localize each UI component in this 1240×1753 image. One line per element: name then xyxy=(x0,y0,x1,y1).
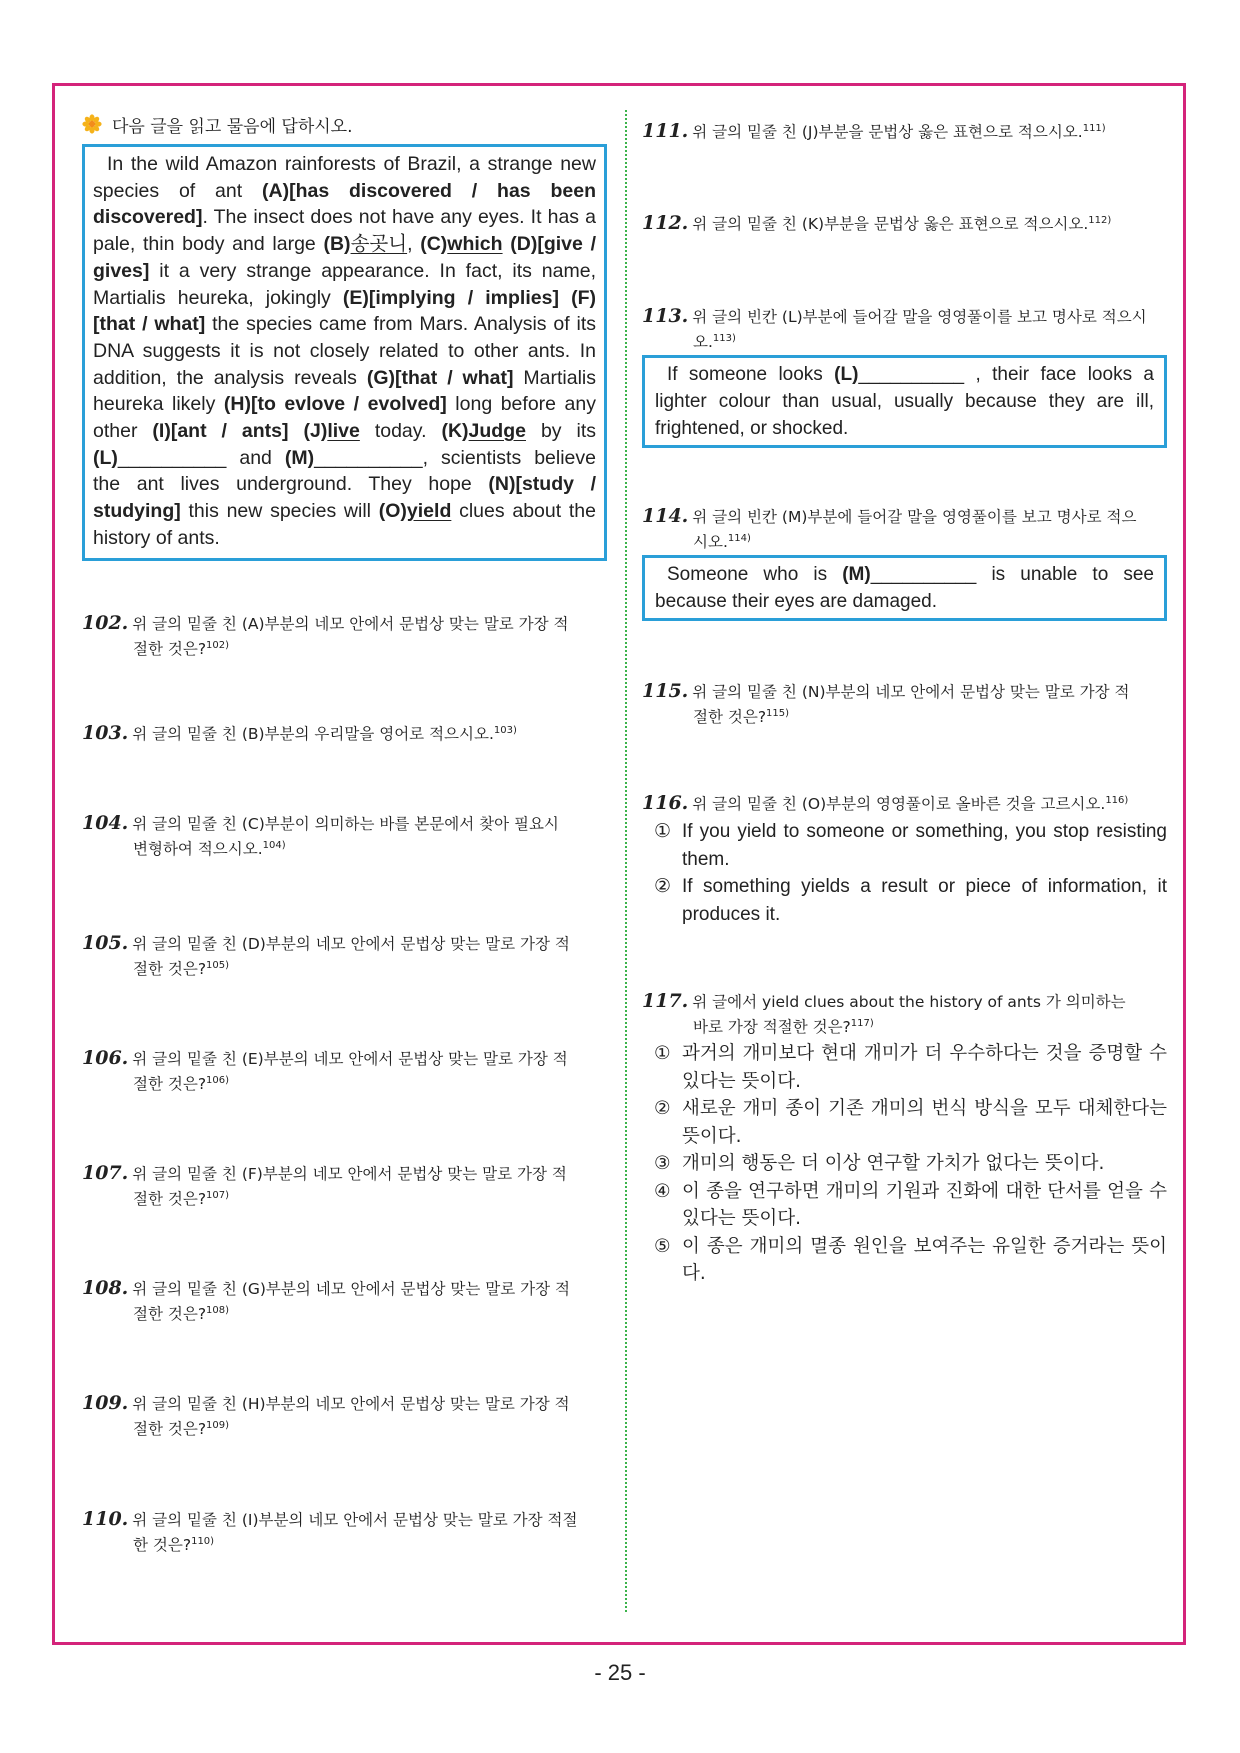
choice-e: (E)[implying / implies] xyxy=(342,286,559,309)
option-mark: ④ xyxy=(654,1180,671,1202)
question-113 xyxy=(642,305,1167,353)
question-text: 위 글의 밑줄 친 (J)부분을 문법상 옳은 표현으로 적으시오. xyxy=(692,123,1083,142)
question-number: 112. xyxy=(642,212,689,235)
question-text: 위 글의 밑줄 친 (O)부분의 영영풀이로 올바른 것을 고르시오. xyxy=(692,795,1106,814)
blank-label: (L) xyxy=(834,364,859,385)
option-text: If you yield to someone or something, you stop resisting them. xyxy=(682,821,1167,870)
question-110 xyxy=(82,1508,607,1556)
question-number: 104. xyxy=(82,812,129,834)
footnote-ref: 108) xyxy=(206,1305,230,1316)
instruction-text: 다음 글을 읽고 물음에 답하시오. xyxy=(112,116,353,137)
option-2[interactable] xyxy=(654,1095,1167,1150)
question-text: 위 글의 밑줄 친 (C)부분이 의미하는 바를 본문에서 찾아 필요시 xyxy=(132,815,559,833)
question-117 xyxy=(642,990,1167,1038)
definition-text: If someone looks xyxy=(667,364,835,385)
question-number: 115. xyxy=(642,680,689,702)
option-mark: ⑤ xyxy=(654,1235,671,1257)
option-text: 이 종을 연구하면 개미의 기원과 진화에 대한 단서를 얻을 수 있다는 뜻이다. xyxy=(682,1180,1167,1229)
question-number: 113. xyxy=(642,305,689,327)
question-text: 절한 것은? xyxy=(133,1190,207,1209)
passage-text: , xyxy=(407,233,421,256)
blank-m-label: (M) xyxy=(284,446,315,469)
choice-d: (D)[give / gives] xyxy=(93,233,596,282)
underlined-b: 송곳니 xyxy=(350,233,408,256)
blank-line: __________ xyxy=(870,564,977,585)
option-5[interactable] xyxy=(654,1233,1167,1288)
blank-l-label: (L) xyxy=(93,446,118,469)
question-number: 102. xyxy=(82,612,129,634)
question-text: 절한 것은? xyxy=(133,640,207,659)
choice-g: (G)[that / what] xyxy=(366,366,514,389)
question-112 xyxy=(642,210,1167,235)
passage-text: this new species will xyxy=(180,500,379,523)
footnote-ref: 107) xyxy=(206,1190,230,1201)
passage-text: the species came from Mars. Analysis of its DNA suggests it is not closely related to other ants. In addition, the analysis reveals xyxy=(93,313,596,389)
passage-text: In the wild Amazon rainforests of Brazil, a strange new species of ant xyxy=(93,153,596,202)
question-text: 절한 것은? xyxy=(133,1305,207,1324)
choice-n: (N)[study / studying] xyxy=(93,473,597,523)
footnote-ref: 112) xyxy=(1088,215,1112,226)
underlined-c: which xyxy=(447,233,503,256)
question-116 xyxy=(642,790,1167,815)
question-108 xyxy=(82,1277,607,1325)
question-number: 109. xyxy=(82,1392,129,1414)
passage-text: Martialis heureka likely xyxy=(93,366,596,416)
footnote-ref: 117) xyxy=(850,1018,874,1029)
option-3[interactable] xyxy=(654,1150,1167,1178)
footnote-ref: 116) xyxy=(1105,795,1129,806)
footnote-ref: 113) xyxy=(712,333,736,344)
footnote-ref: 115) xyxy=(766,708,790,719)
passage-text: long before any other xyxy=(93,393,596,443)
footnote-ref: 102) xyxy=(206,640,230,651)
question-text: 위 글의 밑줄 친 (D)부분의 네모 안에서 문법상 맞는 말로 가장 적 xyxy=(132,935,570,953)
instruction xyxy=(82,110,607,138)
question-number: 105. xyxy=(82,932,129,954)
option-2[interactable] xyxy=(654,873,1167,928)
question-text: 절한 것은? xyxy=(133,1075,207,1094)
question-text: 절한 것은? xyxy=(133,960,207,979)
reading-passage xyxy=(82,144,607,561)
passage-text: clues about the history of ants. xyxy=(93,500,597,549)
option-text: 이 종은 개미의 멸종 원인을 보여주는 유일한 증거라는 뜻이다. xyxy=(682,1235,1167,1284)
footnote-ref: 110) xyxy=(191,1536,215,1547)
footnote-ref: 103) xyxy=(493,725,517,736)
blank-line: __________ xyxy=(858,364,965,385)
underlined-k: Judge xyxy=(468,420,526,443)
option-1[interactable] xyxy=(654,818,1167,873)
question-text: 변형하여 적으시오. xyxy=(133,840,263,859)
footnote-ref: 104) xyxy=(262,840,286,851)
left-column xyxy=(82,110,607,1555)
question-text: 위 글의 밑줄 친 (A)부분의 네모 안에서 문법상 맞는 말로 가장 적 xyxy=(132,615,569,633)
definition-text: Someone who is xyxy=(667,564,843,585)
question-text: 위 글의 밑줄 친 (B)부분의 우리말을 영어로 적으시오. xyxy=(132,725,494,744)
question-text: 위 글의 밑줄 친 (F)부분의 네모 안에서 문법상 맞는 말로 가장 적 xyxy=(132,1165,567,1183)
option-mark: ② xyxy=(654,876,672,897)
option-text: 새로운 개미 종이 기존 개미의 번식 방식을 모두 대체한다는 뜻이다. xyxy=(682,1098,1167,1147)
question-103 xyxy=(82,720,607,745)
question-text: 위 글에서 yield clues about the history of ants 가 의미하는 xyxy=(692,993,1126,1011)
passage-text xyxy=(289,420,304,442)
question-number: 106. xyxy=(82,1047,129,1069)
question-text: 위 글의 밑줄 친 (K)부분을 문법상 옳은 표현으로 적으시오. xyxy=(692,215,1089,234)
definition-box-m xyxy=(642,555,1167,621)
option-mark: ③ xyxy=(654,1153,671,1174)
option-text: If something yields a result or piece of information, it produces it. xyxy=(682,876,1167,925)
footnote-ref: 111) xyxy=(1082,123,1106,134)
question-text: 위 글의 밑줄 친 (H)부분의 네모 안에서 문법상 맞는 말로 가장 적 xyxy=(132,1395,570,1413)
label-o: (O) xyxy=(378,500,407,523)
question-114 xyxy=(642,505,1167,553)
question-text: 바로 가장 적절한 것은? xyxy=(693,1018,851,1037)
question-text: 시오. xyxy=(693,533,728,552)
option-1[interactable] xyxy=(654,1040,1167,1095)
footnote-ref: 105) xyxy=(206,960,230,971)
footnote-ref: 106) xyxy=(206,1075,230,1086)
passage-text xyxy=(559,287,571,309)
question-number: 103. xyxy=(82,722,129,745)
options-116 xyxy=(654,818,1167,928)
question-115 xyxy=(642,680,1167,728)
page-number: - 25 - xyxy=(594,1660,646,1685)
label-j: (J) xyxy=(303,420,328,443)
question-number: 107. xyxy=(82,1162,129,1184)
passage-text: and xyxy=(226,446,285,469)
passage-text: today. xyxy=(359,420,442,443)
question-109 xyxy=(82,1392,607,1440)
question-text: 위 글의 빈칸 (M)부분에 들어갈 말을 영영풀이를 보고 명사로 적으 xyxy=(692,508,1137,526)
definition-text: is unable to see because their eyes are damaged. xyxy=(655,564,1154,612)
question-text: 한 것은? xyxy=(133,1536,192,1555)
question-105 xyxy=(82,932,607,980)
question-text: 위 글의 밑줄 친 (E)부분의 네모 안에서 문법상 맞는 말로 가장 적 xyxy=(132,1050,568,1068)
label-k: (K) xyxy=(441,420,469,443)
option-mark: ① xyxy=(654,1043,671,1064)
options-117 xyxy=(654,1040,1167,1288)
choice-a: (A)[has discovered / has been discovered] xyxy=(93,179,596,229)
question-text: 위 글의 밑줄 친 (N)부분의 네모 안에서 문법상 맞는 말로 가장 적 xyxy=(692,683,1130,701)
question-number: 114. xyxy=(642,505,689,527)
question-107 xyxy=(82,1162,607,1210)
flower-icon xyxy=(82,114,102,134)
underlined-o: yield xyxy=(406,500,452,523)
question-number: 110. xyxy=(82,1508,129,1530)
footnote-ref: 109) xyxy=(206,1420,230,1431)
question-text: 위 글의 밑줄 친 (I)부분의 네모 안에서 문법상 맞는 말로 가장 적절 xyxy=(132,1511,578,1529)
question-111 xyxy=(642,118,1167,143)
blank-label: (M) xyxy=(842,564,871,585)
question-text: 절한 것은? xyxy=(133,1420,207,1439)
passage-text: , scientists believe the ant lives underground. They hope xyxy=(93,446,596,496)
definition-text: , their face looks a lighter colour than usual, usually because they are ill, frightened, or shocked. xyxy=(655,364,1154,439)
option-mark: ② xyxy=(654,1098,671,1119)
choice-i: (I)[ant / ants] xyxy=(152,420,289,443)
choice-h: (H)[to evlove / evolved] xyxy=(223,393,447,416)
option-text: 과거의 개미보다 현대 개미가 더 우수하다는 것을 증명할 수 있다는 뜻이다. xyxy=(682,1043,1167,1092)
underlined-j: live xyxy=(327,420,360,443)
option-mark: ① xyxy=(654,821,672,842)
question-106 xyxy=(82,1047,607,1095)
label-b: (B) xyxy=(323,233,351,256)
choice-f: (F)[that / what] xyxy=(93,286,596,336)
blank-l: __________ xyxy=(117,446,227,469)
question-number: 108. xyxy=(82,1277,129,1299)
option-text: 개미의 행동은 더 이상 연구할 가치가 없다는 뜻이다. xyxy=(682,1153,1105,1174)
question-text: 절한 것은? xyxy=(693,708,767,727)
label-c: (C) xyxy=(420,233,448,256)
column-divider xyxy=(625,110,627,1612)
option-4[interactable] xyxy=(654,1178,1167,1233)
passage-text: by its xyxy=(525,420,597,443)
question-104 xyxy=(82,812,607,860)
passage-text: it a very strange appearance. In fact, its name, Martialis heureka, jokingly xyxy=(93,259,596,309)
question-number: 117. xyxy=(642,990,689,1012)
blank-m: __________ xyxy=(314,446,423,469)
question-text: 오. xyxy=(693,333,713,352)
question-number: 111. xyxy=(642,120,689,143)
definition-box-l xyxy=(642,355,1167,448)
question-number: 116. xyxy=(642,792,689,815)
passage-text: . The insect does not have any eyes. It has a pale, thin body and large xyxy=(93,206,596,256)
question-102 xyxy=(82,612,607,660)
question-text: 위 글의 빈칸 (L)부분에 들어갈 말을 영영풀이를 보고 명사로 적으시 xyxy=(692,308,1147,326)
footnote-ref: 114) xyxy=(727,533,751,544)
question-text: 위 글의 밑줄 친 (G)부분의 네모 안에서 문법상 맞는 말로 가장 적 xyxy=(132,1280,570,1298)
